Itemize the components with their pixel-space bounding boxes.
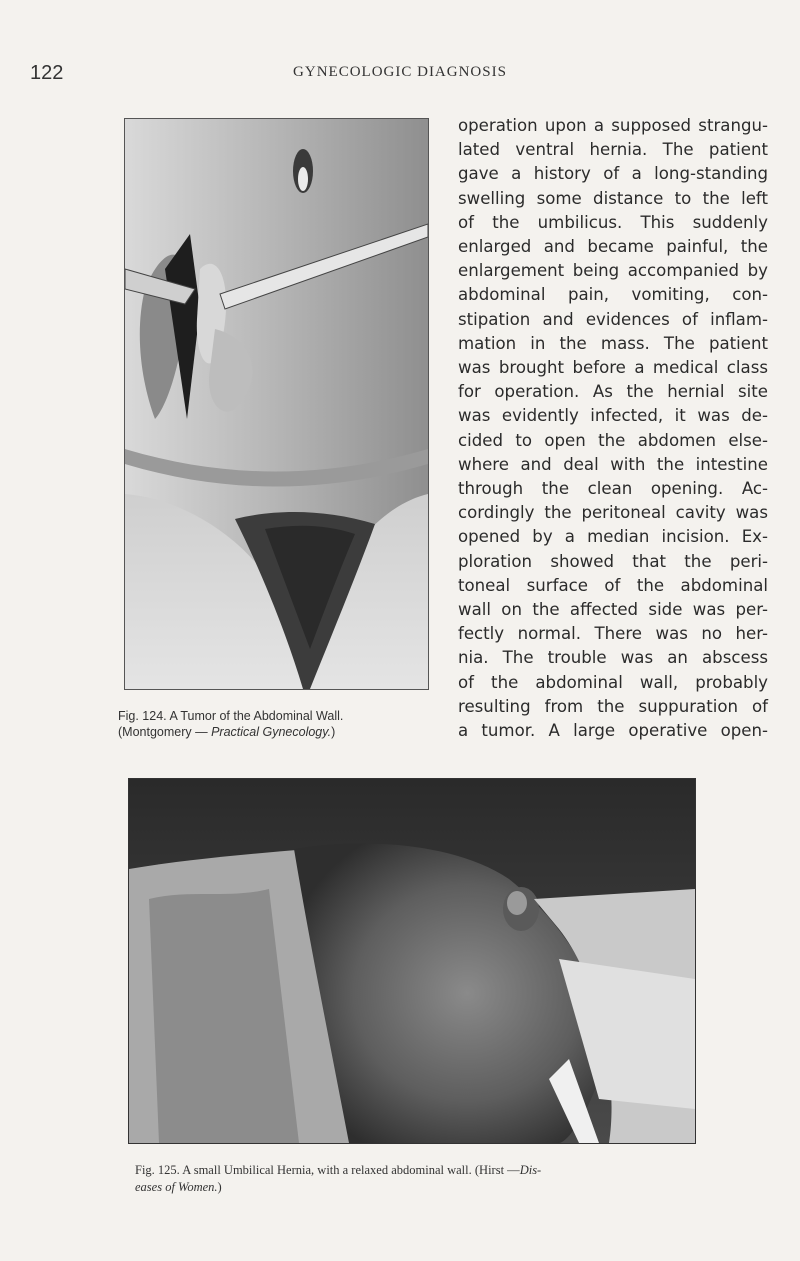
body-line: nia. The trouble was an abscess <box>458 648 768 668</box>
body-line: enlarged and became painful, the <box>458 237 768 257</box>
figure-125-source-suffix: ) <box>217 1180 222 1194</box>
abdominal-wall-drawing <box>125 119 428 689</box>
body-line: gave a history of a long-standing <box>458 164 768 184</box>
figure-124-caption <box>118 708 448 740</box>
body-line: where and deal with the intestine <box>458 454 768 474</box>
body-line: through the clean opening. Ac- <box>458 479 768 499</box>
body-line: was brought before a medical class <box>458 358 768 378</box>
figure-125-source-title-2: eases of Women. <box>135 1180 218 1194</box>
figure-125-label: Fig. 125. <box>135 1163 180 1177</box>
figure-124-source-suffix: ) <box>331 725 336 739</box>
body-line: opened by a median incision. Ex- <box>458 527 768 547</box>
figure-124-source-title: Practical Gynecology. <box>211 725 332 739</box>
body-line: fectly normal. There was no her- <box>458 624 768 644</box>
body-line: resulting from the suppuration of <box>458 696 768 716</box>
body-line: toneal surface of the abdominal <box>458 575 768 595</box>
running-head: GYNECOLOGIC DIAGNOSIS <box>293 64 507 80</box>
figure-125-source-prefix: (Hirst — <box>474 1163 520 1177</box>
umbilical-hernia-photo <box>129 779 695 1143</box>
figure-125-title: A small Umbilical Hernia, with a relaxed abdominal wall. <box>182 1163 472 1177</box>
body-line: cordingly the peritoneal cavity was <box>458 503 768 523</box>
figure-125-photograph <box>128 778 696 1144</box>
body-line: for operation. As the hernial site <box>458 382 768 402</box>
body-line: was evidently infected, it was de- <box>458 406 768 426</box>
figure-124-label: Fig. 124. <box>118 709 167 723</box>
body-paragraph <box>458 114 768 743</box>
page-number: 122 <box>30 62 64 84</box>
figure-124-title: A Tumor of the Abdominal Wall. <box>169 709 344 723</box>
body-line: cided to open the abdomen else- <box>458 430 768 450</box>
page-header <box>30 62 770 86</box>
body-line: abdominal pain, vomiting, con- <box>458 285 768 305</box>
body-line: a tumor. A large operative open- <box>458 721 768 741</box>
figure-124-source-prefix: (Montgomery — <box>118 725 212 739</box>
body-line: of the umbilicus. This suddenly <box>458 212 768 232</box>
figure-124-source <box>118 724 448 740</box>
figure-125-caption <box>135 1162 735 1196</box>
body-line: stipation and evidences of inflam- <box>458 309 768 329</box>
body-line: lated ventral hernia. The patient <box>458 140 768 160</box>
body-line: swelling some distance to the left <box>458 188 768 208</box>
figure-125-source-title-1: Dis- <box>519 1163 542 1177</box>
body-line: enlargement being accompanied by <box>458 261 768 281</box>
body-line: wall on the affected side was per- <box>458 600 768 620</box>
body-line: of the abdominal wall, probably <box>458 672 768 692</box>
figure-124-illustration <box>124 118 429 690</box>
body-line: mation in the mass. The patient <box>458 333 768 353</box>
body-line: operation upon a supposed strangu- <box>458 116 768 135</box>
body-line: ploration showed that the peri- <box>458 551 768 571</box>
